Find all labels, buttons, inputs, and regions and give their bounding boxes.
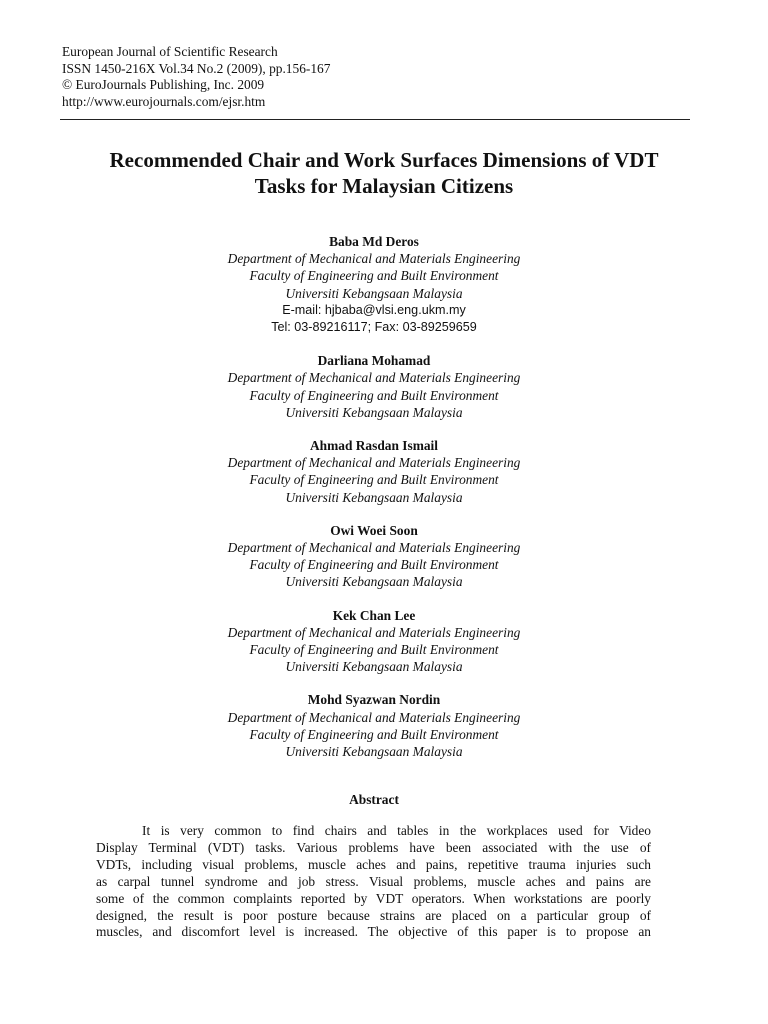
abstract-line: as carpal tunnel syndrome and job stress. Visual problems, muscle aches and pains are xyxy=(96,873,651,889)
author-block xyxy=(0,522,748,591)
header-divider xyxy=(60,119,690,120)
issn-line: ISSN 1450-216X Vol.34 No.2 (2009), pp.156-167 xyxy=(62,60,331,76)
abstract-line: VDTs, including visual problems, muscle aches and pains, repetitive trauma injuries such xyxy=(96,856,651,872)
abstract-line: muscles, and discomfort level is increased. The objective of this paper is to propose an xyxy=(96,924,651,940)
author-university: Universiti Kebangsaan Malaysia xyxy=(285,744,463,760)
author-department: Department of Mechanical and Materials Engineering xyxy=(227,251,521,267)
journal-url[interactable]: http://www.eurojournals.com/ejsr.htm xyxy=(62,93,266,109)
author-university: Universiti Kebangsaan Malaysia xyxy=(285,404,463,420)
author-name: Ahmad Rasdan Ismail xyxy=(310,438,438,454)
author-faculty: Faculty of Engineering and Built Environment xyxy=(249,387,499,403)
abstract-line: some of the common complaints reported by VDT operators. When workstations are poorly xyxy=(96,890,651,906)
author-faculty: Faculty of Engineering and Built Environment xyxy=(249,472,499,488)
copyright-line: © EuroJournals Publishing, Inc. 2009 xyxy=(62,77,265,92)
author-phone: Tel: 03-89216117; Fax: 03-89259659 xyxy=(271,320,477,335)
abstract-line: It is very common to find chairs and tables in the workplaces used for Video xyxy=(142,823,651,838)
author-faculty: Faculty of Engineering and Built Environment xyxy=(249,642,499,658)
author-university: Universiti Kebangsaan Malaysia xyxy=(285,489,463,505)
abstract-heading: Abstract xyxy=(349,792,399,807)
abstract-line: Display Terminal (VDT) tasks. Various problems have been associated with the use of xyxy=(96,839,651,855)
title-line-1: Recommended Chair and Work Surfaces Dimensions of VDT xyxy=(109,148,659,172)
author-name: Darliana Mohamad xyxy=(317,353,431,369)
author-block xyxy=(0,691,748,760)
journal-name: European Journal of Scientific Research xyxy=(62,44,278,59)
author-block xyxy=(0,607,748,676)
author-university: Universiti Kebangsaan Malaysia xyxy=(285,574,463,590)
author-block xyxy=(0,233,748,336)
paper-title xyxy=(0,147,768,199)
author-faculty: Faculty of Engineering and Built Environment xyxy=(249,726,499,742)
abstract-line: designed, the result is poor posture because strains are placed on a particular group of xyxy=(96,907,651,923)
author-name: Baba Md Deros xyxy=(329,234,419,249)
author-department: Department of Mechanical and Materials Engineering xyxy=(227,709,521,725)
journal-header xyxy=(62,44,330,110)
author-name: Kek Chan Lee xyxy=(332,607,416,623)
author-faculty: Faculty of Engineering and Built Environment xyxy=(249,268,499,284)
author-department: Department of Mechanical and Materials Engineering xyxy=(227,624,521,640)
author-name: Owi Woei Soon xyxy=(330,522,418,538)
author-block xyxy=(0,352,748,421)
author-email[interactable]: E-mail: hjbaba@vlsi.eng.ukm.my xyxy=(282,302,466,317)
title-line-2: Tasks for Malaysian Citizens xyxy=(254,174,514,198)
author-department: Department of Mechanical and Materials Engineering xyxy=(227,455,521,471)
abstract-body xyxy=(96,823,651,941)
author-name: Mohd Syazwan Nordin xyxy=(307,692,441,708)
author-faculty: Faculty of Engineering and Built Environment xyxy=(249,557,499,573)
author-list xyxy=(0,233,748,776)
author-department: Department of Mechanical and Materials Engineering xyxy=(227,540,521,556)
author-university: Universiti Kebangsaan Malaysia xyxy=(285,285,463,301)
author-department: Department of Mechanical and Materials Engineering xyxy=(227,370,521,386)
author-block xyxy=(0,437,748,506)
author-university: Universiti Kebangsaan Malaysia xyxy=(285,659,463,675)
